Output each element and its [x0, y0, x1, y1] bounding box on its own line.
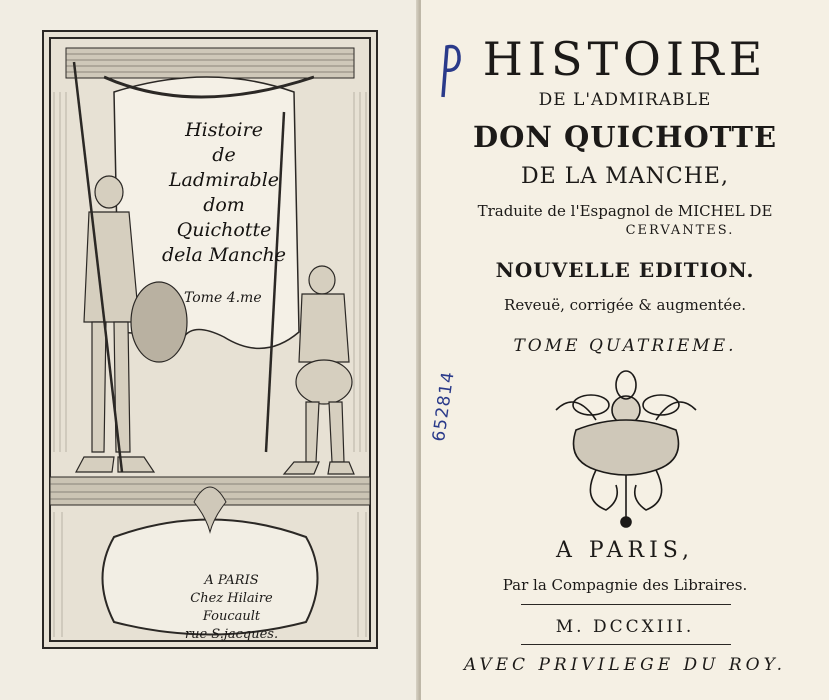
revision-statement: Reveuë, corrigée & augmentée. — [504, 296, 746, 314]
title-page — [421, 0, 829, 700]
divider-rule — [521, 644, 731, 645]
banner-line: dom Quichotte — [176, 194, 272, 241]
edition-statement: NOUVELLE EDITION. — [495, 258, 755, 282]
divider-rule — [521, 604, 731, 605]
volume-statement: TOME QUATRIEME. — [513, 336, 737, 356]
title-de-ladmirable: DE L'ADMIRABLE — [538, 90, 712, 110]
author-cervantes: CERVANTES. — [625, 223, 735, 238]
royal-privilege: AVEC PRIVILEGE DU ROY. — [463, 655, 787, 675]
translation-credit: Traduite de l'Espagnol de MICHEL DE — [477, 202, 773, 220]
cartouche-line: rue S.jacques. — [184, 627, 279, 642]
title-de-la-manche: DE LA MANCHE, — [521, 164, 729, 189]
handwritten-number: 652814 — [429, 369, 459, 443]
cartouche-line: Chez Hilaire Foucault — [190, 591, 273, 624]
frontispiece-tome: Tome 4.me — [184, 290, 262, 306]
title-histoire: HISTOIRE — [482, 32, 768, 86]
banner-line: de — [212, 144, 236, 166]
cartouche-line: A PARIS — [204, 573, 259, 588]
frontispiece-cartouche-imprint — [164, 572, 299, 644]
imprint-publisher: Par la Compagnie des Libraires. — [502, 576, 748, 594]
title-don-quichotte: DON QUICHOTTE — [472, 120, 778, 154]
imprint-place: A PARIS, — [555, 538, 695, 563]
frontispiece-banner-title — [154, 118, 294, 268]
floral-vignette — [536, 370, 716, 530]
banner-line: dela Manche — [162, 244, 286, 266]
frontispiece-engraving — [42, 30, 378, 649]
imprint-date: M. DCCXIII. — [555, 617, 695, 637]
banner-line: Ladmirable — [168, 169, 280, 191]
banner-line: Histoire — [185, 119, 263, 141]
